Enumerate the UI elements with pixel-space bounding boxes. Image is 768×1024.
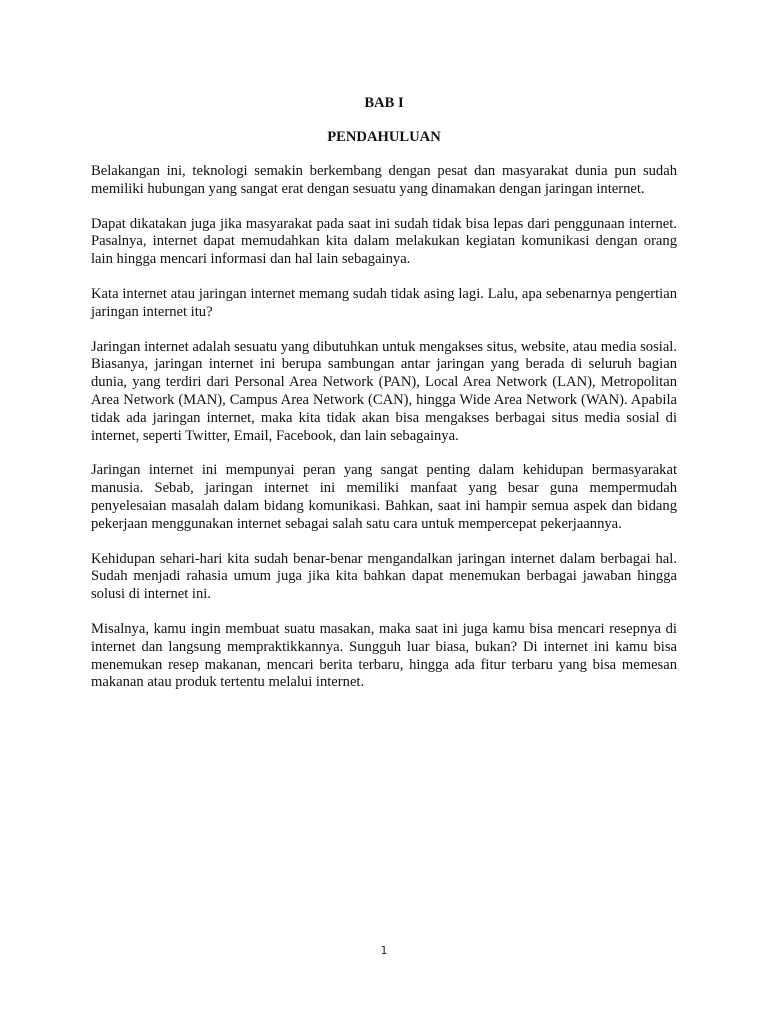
chapter-heading: BAB I: [364, 95, 404, 111]
paragraph: Kehidupan sehari-hari kita sudah benar-benar mengandalkan jaringan internet dalam berbagai hal. Sudah menjadi rahasia umum juga jika kita bahkan dapat menemukan berbagai jawaban hingga solusi di internet ini.: [91, 550, 677, 603]
page-number: 1: [380, 944, 388, 957]
paragraph: Kata internet atau jaringan internet memang sudah tidak asing lagi. Lalu, apa sebenarnya pengertian jaringan internet itu?: [91, 285, 677, 320]
paragraph: Misalnya, kamu ingin membuat suatu masakan, maka saat ini juga kamu bisa mencari resepnya di internet dan langsung mempraktikkannya. Sungguh luar biasa, bukan? Di internet ini kamu bisa menemukan resep makanan, mencari berita terbaru, hingga ada fitur terbaru yang bisa memesan makanan atau produk tertentu melalui internet.: [91, 620, 677, 691]
paragraph: Jaringan internet ini mempunyai peran yang sangat penting dalam kehidupan bermasyarakat manusia. Sebab, jaringan internet ini memiliki manfaat yang besar guna mempermudah penyelesaian masalah dalam bidang komunikasi. Bahkan, saat ini hampir semua aspek dan bidang pekerjaan menggunakan internet sebagai salah satu cara untuk mempercepat pekerjaannya.: [91, 462, 677, 532]
paragraph: Belakangan ini, teknologi semakin berkembang dengan pesat dan masyarakat dunia pun sudah memiliki hubungan yang sangat erat dengan sesuatu yang dinamakan dengan jaringan internet.: [91, 163, 677, 197]
paragraph: Dapat dikatakan juga jika masyarakat pada saat ini sudah tidak bisa lepas dari penggunaan internet. Pasalnya, internet dapat memudahkan kita dalam melakukan kegiatan komunikasi dengan orang lain hingga mencari informasi dan hal lain sebagainya.: [91, 215, 677, 268]
page-content: [91, 94, 677, 709]
chapter-title: PENDAHULUAN: [327, 129, 441, 145]
paragraph: Jaringan internet adalah sesuatu yang dibutuhkan untuk mengakses situs, website, atau media sosial. Biasanya, jaringan internet ini berupa sambungan antar jaringan yang berada di seluruh bagian dunia, yang terdiri dari Personal Area Network (PAN), Local Area Network (LAN), Metropolitan Area Network (MAN), Campus Area Network (CAN), hingga Wide Area Network (WAN). Apabila tidak ada jaringan internet, maka kita tidak akan bisa mengakses berbagai situs media sosial di internet, seperti Twitter, Email, Facebook, dan lain sebagainya.: [91, 338, 677, 444]
